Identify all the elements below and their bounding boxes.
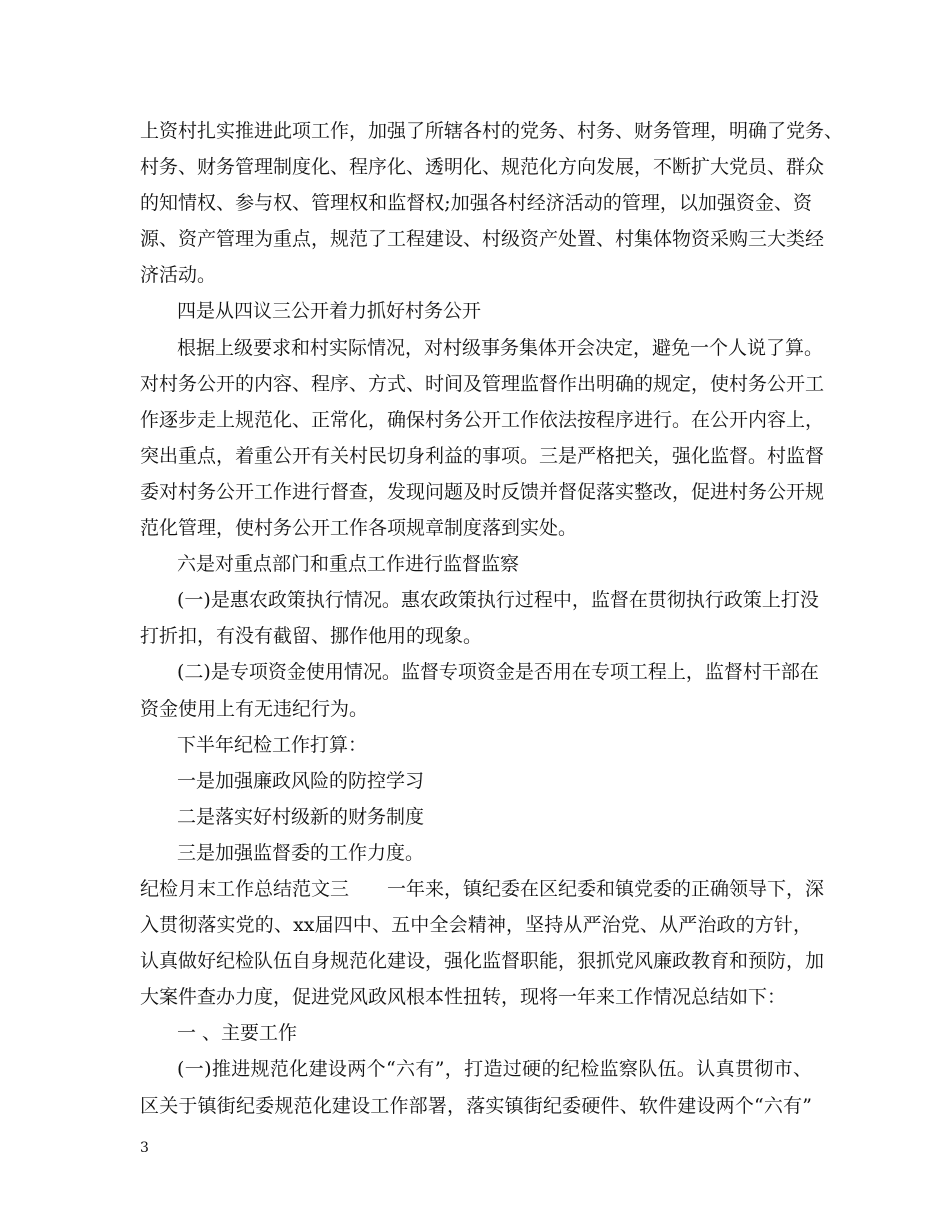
body-line: 打折扣，有没有截留、挪作他用的现象。	[140, 625, 483, 648]
body-line: 入贯彻落实党的、xx届四中、五中全会精神，坚持从严治党、从严治政的方针，	[140, 914, 812, 937]
body-line: 村务、财务管理制度化、程序化、透明化、规范化方向发展，不断扩大党员、群众	[140, 156, 825, 179]
body-line: 资金使用上有无违纪行为。	[140, 697, 369, 720]
plan-item: 二是落实好村级新的财务制度	[177, 805, 425, 828]
body-line: 范化管理，使村务公开工作各项规章制度落到实处。	[140, 517, 578, 540]
plan-item: 一是加强廉政风险的防控学习	[177, 769, 425, 792]
body-line: 大案件查办力度，促进党风政风根本性扭转，现将一年来工作情况总结如下：	[140, 986, 787, 1009]
body-line: (一)是惠农政策执行情况。惠农政策执行过程中，监督在贯彻执行政策上打没	[177, 589, 819, 612]
section-heading: 四是从四议三公开着力抓好村务公开	[177, 300, 482, 323]
body-line: 认真做好纪检队伍自身规范化建设，强化监督职能，狠抓党风廉政教育和预防，加	[140, 950, 825, 973]
body-line: 济活动。	[140, 264, 217, 287]
section-heading: 六是对重点部门和重点工作进行监督监察	[177, 553, 520, 576]
body-line: 上资村扎实推进此项工作，加强了所辖各村的党务、村务、财务管理，明确了党务、	[140, 120, 844, 142]
body-line: (二)是专项资金使用情况。监督专项资金是否用在专项工程上，监督村干部在	[177, 661, 819, 684]
plan-item: 三是加强监督委的工作力度。	[177, 841, 425, 864]
section-heading: 一 、主要工作	[177, 1022, 298, 1045]
article-title-line	[140, 871, 825, 907]
page-number: 3	[140, 1140, 149, 1156]
body-line: 作逐步走上规范化、正常化，确保村务公开工作依法按程序进行。在公开内容上，	[140, 408, 825, 431]
body-line: 委对村务公开工作进行督查，发现问题及时反馈并督促落实整改，促进村务公开规	[140, 480, 825, 503]
article-intro: 一年来，镇纪委在区纪委和镇党委的正确领导下，深	[387, 877, 825, 900]
section-heading: 下半年纪检工作打算：	[177, 733, 368, 756]
body-line: 根据上级要求和村实际情况，对村级事务集体开会决定，避免一个人说了算。	[177, 336, 824, 359]
body-line: 的知情权、参与权、管理权和监督权;加强各村经济活动的管理，以加强资金、资	[140, 192, 812, 215]
body-line: 突出重点，着重公开有关村民切身利益的事项。三是严格把关，强化监督。村监督	[140, 444, 825, 467]
document-body	[140, 113, 844, 1124]
body-line: 对村务公开的内容、程序、方式、时间及管理监督作出明确的规定，使村务公开工	[140, 372, 825, 395]
body-line: (一)推进规范化建设两个“六有”，打造过硬的纪检监察队伍。认真贯彻市、	[177, 1058, 812, 1081]
body-line: 源、资产管理为重点，规范了工程建设、村级资产处置、村集体物资采购三大类经	[140, 228, 825, 251]
body-line: 区关于镇街纪委规范化建设工作部署，落实镇街纪委硬件、软件建设两个“六有”	[140, 1094, 812, 1117]
article-title: 纪检月末工作总结范文三	[140, 877, 350, 900]
